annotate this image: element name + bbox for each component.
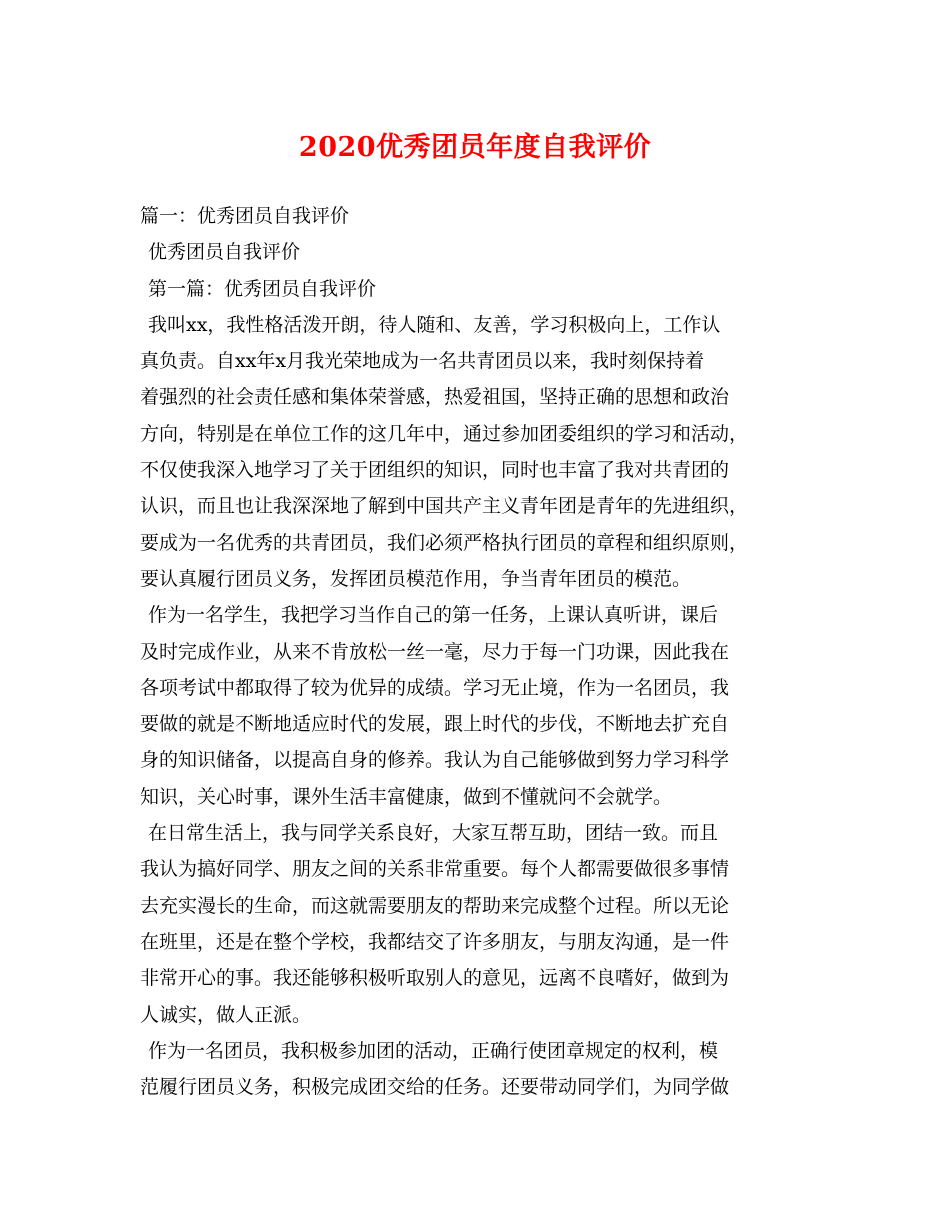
- body-line: 我认为搞好同学、朋友之间的关系非常重要。每个人都需要做很多事情: [140, 858, 730, 881]
- body-line: 在班里，还是在整个学校，我都结交了许多朋友，与朋友沟通，是一件: [140, 930, 730, 953]
- body-line: 要做的就是不断地适应时代的发展，跟上时代的步伐，不断地去扩充自: [140, 713, 730, 736]
- body-line: 知识，关心时事，课外生活丰富健康，做到不懂就问不会就学。: [140, 785, 673, 808]
- body-line: 作为一名学生，我把学习当作自己的第一任务，上课认真听讲，课后: [148, 604, 719, 627]
- body-line: 不仅使我深入地学习了关于团组织的知识，同时也丰富了我对共青团的: [140, 459, 730, 482]
- body-line: 优秀团员自我评价: [148, 241, 301, 264]
- body-line: 范履行团员义务，积极完成团交给的任务。还要带动同学们，为同学做: [140, 1076, 730, 1099]
- body-line: 要成为一名优秀的共青团员，我们必须严格执行团员的章程和组织原则，: [140, 531, 749, 554]
- body-line: 篇一：优秀团员自我评价: [140, 205, 350, 227]
- body-line: 非常开心的事。我还能够积极听取别人的意见，远离不良嗜好，做到为: [140, 967, 730, 990]
- body-line: 各项考试中都取得了较为优异的成绩。学习无止境，作为一名团员，我: [140, 676, 730, 699]
- body-line: 方向，特别是在单位工作的这几年中，通过参加团委组织的学习和活动，: [140, 422, 749, 445]
- document-body: [140, 198, 820, 1105]
- body-line: 我叫xx，我性格活泼开朗，待人随和、友善，学习积极向上，工作认: [148, 313, 721, 336]
- body-line: 要认真履行团员义务，发挥团员模范作用，争当青年团员的模范。: [140, 567, 692, 590]
- body-line: 着强烈的社会责任感和集体荣誉感，热爱祖国，坚持正确的思想和政治: [140, 386, 730, 409]
- body-line: 及时完成作业，从来不肯放松一丝一毫，尽力于每一门功课，因此我在: [140, 640, 730, 663]
- document-title: 2020优秀团员年度自我评价: [298, 132, 652, 163]
- body-line: 第一篇：优秀团员自我评价: [148, 277, 377, 300]
- body-line: 人诚实，做人正派。: [140, 1003, 312, 1026]
- body-line: 作为一名团员，我积极参加团的活动，正确行使团章规定的权利，模: [148, 1039, 719, 1062]
- body-line: 去充实漫长的生命，而这就需要朋友的帮助来完成整个过程。所以无论: [140, 894, 730, 917]
- body-line: 真负责。自xx年x月我光荣地成为一名共青团员以来，我时刻保持着: [140, 350, 705, 373]
- body-line: 认识，而且也让我深深地了解到中国共产主义青年团是青年的先进组织，: [140, 495, 749, 518]
- body-line: 在日常生活上，我与同学关系良好，大家互帮互助，团结一致。而且: [148, 822, 719, 845]
- body-line: 身的知识储备，以提高自身的修养。我认为自己能够做到努力学习科学: [140, 749, 730, 772]
